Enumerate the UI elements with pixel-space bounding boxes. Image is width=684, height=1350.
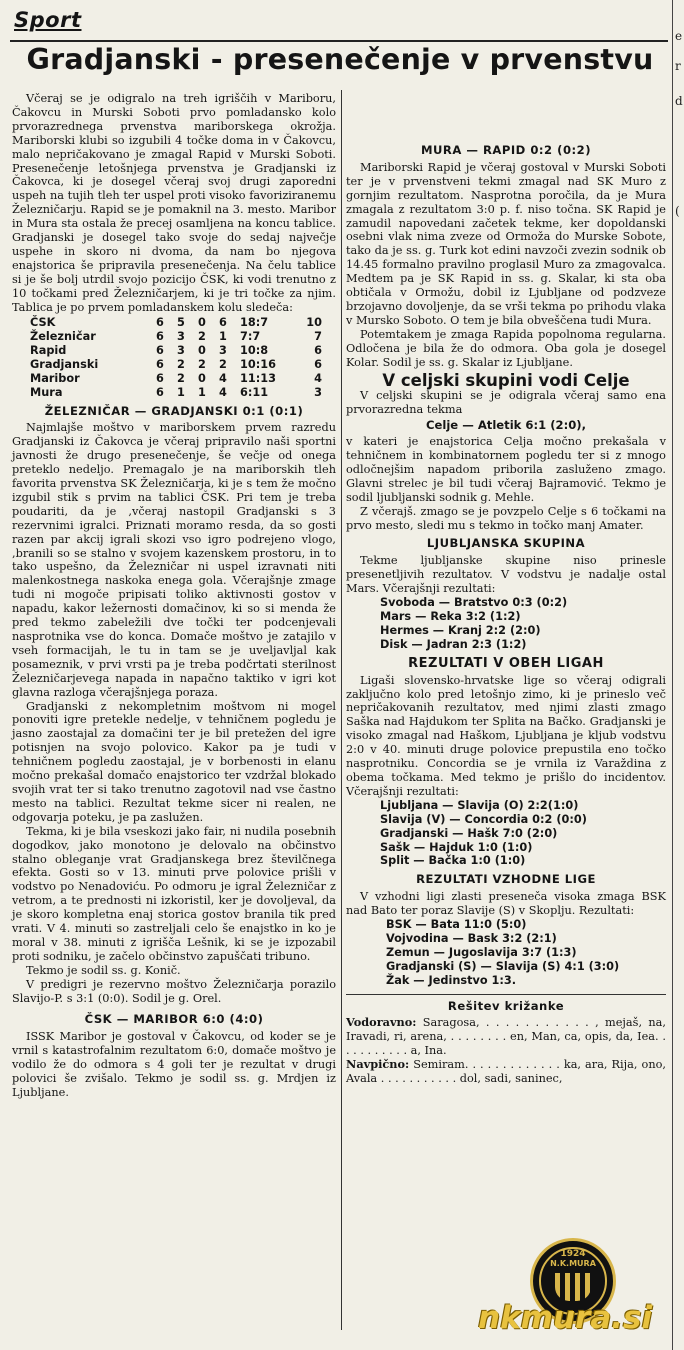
standings-drawn: 1 xyxy=(198,385,206,399)
crossword-text: Saragosa, . . . . . . . . . . . , mejaš, na, Iravadi, ri, arena, . . . . . . . . en, Man, ca, opis, da, Iea. . . . . . . . . . . a, Ina. xyxy=(346,1016,666,1058)
standings-won: 1 xyxy=(177,385,185,399)
edge-glyph: e xyxy=(675,29,683,43)
standings-points: 7 xyxy=(314,329,322,343)
vzhod-result: Vojvodina — Bask 3:2 (2:1) xyxy=(386,931,557,945)
liga-title: REZULTATI V OBEH LIGAH xyxy=(408,655,604,671)
standings-team: Železničar xyxy=(30,329,96,343)
left-column xyxy=(12,92,336,1100)
crossword-label: Vodoravno: xyxy=(346,1015,417,1030)
standings-drawn: 0 xyxy=(198,343,206,357)
liga-result: Sašk — Hajduk 1:0 (1:0) xyxy=(380,840,533,854)
standings-played: 6 xyxy=(156,343,164,357)
lj-result: Disk — Jadran 2:3 (1:2) xyxy=(380,637,527,651)
standings-points: 6 xyxy=(314,343,322,357)
standings-drawn: 0 xyxy=(198,371,206,385)
vzhod-result: Žak — Jedinstvo 1:3. xyxy=(386,973,517,987)
liga-result: Ljubljana — Slavija (O) 2:2(1:0) xyxy=(380,798,579,812)
match1-referee: Tekmo je sodil ss. g. Konič. xyxy=(26,963,181,977)
celje-intro: V celjski skupini se je odigrala včeraj samo ena prvorazredna tekma xyxy=(346,389,666,417)
celje-paragraph: v kateri je enajstorica Celja močno prekašala v tehničnem in kombinatornem pogledu ter si z mnogo odločnejšim napadom priborila zasluženo zmago. Glavni strelec je bil tudi včeraj Bajramović. Tekmo je sodil ljubljanski sodnik g. Mehle. xyxy=(346,435,666,504)
standings-row xyxy=(30,344,322,358)
standings-lost: 1 xyxy=(219,329,227,343)
standings-won: 3 xyxy=(177,329,185,343)
standings-row xyxy=(30,372,322,386)
standings-row xyxy=(30,316,322,330)
standings-row xyxy=(30,386,322,400)
standings-won: 5 xyxy=(177,315,185,329)
crossword-text: Semiram. . . . . . . . . . . . . ka, ara, Rija, ono, Avala . . . . . . . . . . . dol, sadi, saninec, xyxy=(346,1058,666,1086)
standings-goals: 11:13 xyxy=(240,371,276,385)
standings-points: 3 xyxy=(314,385,322,399)
logo-year: 1924 xyxy=(560,1249,586,1259)
lj-result: Svoboda — Bratstvo 0:3 (0:2) xyxy=(380,596,568,610)
vzhod-result: Zemun — Jugoslavija 3:7 (1:3) xyxy=(386,945,577,959)
match1-paragraph: Najmlajše moštvo v mariborskem prvem razredu Gradjanski iz Čakovca je včeraj pripravilo naši sportni javnosti že drugo presenečenje, še večje od onega preteklo nedeljo. Premagalo je na mariborskih tleh favorita prvenstva SK Železničarja, ki je s tem že močno izgubil stik s prvim na tablici ČSK. Pri tem je treba poudariti, da je ,včeraj nastopil Gradjanski s 3 rezervnimi igralci. Priznati moramo resda, da so gosti razen par akcij igrali skozi vso igro podrejeno vlogo, ,branili so se stalno v svojem kazenskem prostoru, in to tako uspešno, da Železničar ni uspel izravnati niti malenkostnega naskoka enega gola. Včerajšnje zmage tudi ni mogoče pripisati toliko aktivnosti gostov v napadu, kakor ležernosti domačinov, ki so si menda že pred tekmo zabeležili dve točki ter podcenjevali nasprotnika vse do konca. Domače moštvo je zatajilo v vseh formacijah, le tu in tam se je uveljavljal kak posameznik, v prvi vrsti pa je treba podčrtati sterilnost Železničarjevega napada in napačno taktiko v igri kot glavna razloga včerajšnjega poraza. xyxy=(12,421,336,699)
liga-result: Gradjanski — Hašk 7:0 (2:0) xyxy=(380,826,558,840)
standings-played: 6 xyxy=(156,357,164,371)
logo-stripes xyxy=(555,1273,591,1301)
standings-points: 10 xyxy=(306,315,322,329)
standings-played: 6 xyxy=(156,329,164,343)
crossword-line xyxy=(346,1058,666,1086)
standings-team: Rapid xyxy=(30,343,67,357)
lj-paragraph: Tekme ljubljanske skupine niso prinesle presenetljivih rezultatov. V vodstvu je nadalje ostal Mars. Včerajšnji rezultati: xyxy=(346,554,666,596)
standings-lost: 2 xyxy=(219,357,227,371)
liga-paragraph: Ligaši slovensko-hrvatske lige so včeraj odigrali zaključno kolo pred letošnjo zimo, ki je prineslo več nepričakovanih rezultatov, med njimi zlasti zmago Saška nad Hajdukom ter Splita na Bačko. Gradjanski je visoko zmagal nad Haškom, Ljubljana je kljub vodstvu 2:0 v 40. minuti druge polovice prepustila eno točko nasprotniku. Concordia se je vrnila iz Varaždina z obema točkama. Med tekmo je prišlo do incidentov. Včerajšnji rezultati: xyxy=(346,673,666,798)
standings-lost: 6 xyxy=(219,315,227,329)
standings-played: 6 xyxy=(156,371,164,385)
standings-goals: 6:11 xyxy=(240,385,269,399)
match1-prematch: V predigri je rezervno moštvo Železničarja porazilo Slavijo-P. s 3:1 (0:0). Sodil je g. Orel. xyxy=(12,977,336,1005)
intro-paragraph: Včeraj se je odigralo na treh igriščih v Mariboru, Čakovcu in Murski Soboti prvo pomladansko kolo prvorazrednega prvenstva mariborskega okrožja. Mariborski klubi so izgubili 4 točke doma in v Čakovcu, malo nepričakovano je zmagal Rapid v Murski Soboti. Presenečenje letošnjega prvenstva je Gradjanski iz Čakovca, ki je dosegel včeraj svoj drugi zaporedni uspeh na tujih tleh ter uspel proti visoko favoriziranemu Železničarju. Rapid se je pomaknil na 3. mesto. Maribor in Mura sta ostala že precej osamljena na koncu tablice. Gradjanski je dosegel tako svoje do sedaj največje uspehe in skoro ni dvoma, da nam bo njegova enajstorica še pripravila presenečenja. Na čelu tablice si je še bolj utrdil svojo pozicijo ČSK, ki vodi trenutno z 10 točkami pred Železničarjem, ki je tri točke za njim. Tablica je po prvem pomladanskem kolu sledeča: xyxy=(12,92,336,314)
standings-lost: 4 xyxy=(219,385,227,399)
standings-points: 4 xyxy=(314,371,322,385)
lj-title: LJUBLJANSKA SKUPINA xyxy=(426,536,586,551)
match2-paragraph: ISSK Maribor je gostoval v Čakovcu, od koder se je vrnil s katastrofalnim rezultatom 6:0, domače moštvo je vodilo že do odmora s 4 goli ter je rezultat v drugi polovici še zvišalo. Tekmo je sodil ss. g. Mrdjen iz Ljubljane. xyxy=(12,1030,336,1099)
edge-glyph: d xyxy=(675,94,683,108)
vzhod-title: REZULTATI VZHODNE LIGE xyxy=(416,872,596,887)
match1-paragraph: Tekma, ki je bila vseskozi jako fair, ni nudila posebnih dogodkov, jako monotono je delovalo na občinstvo stalno obleganje vrat Gradjanskega brez številčnega efekta. Gosti so v 13. minuti prve polovice prišli v vodstvo po Nenadoviću. Po odmoru je igral Železničar z vetrom, a te prednosti ni izkoristil, ker je dovoljeval, da je skoro kompletna enaj storica gostov branila tik pred vrati. V 4. minuti so zastreljali celo še enajstko in ko je moral v 38. minuti z igrišča Lešnik, ki se je izpozabil proti sodniku, je začelo občinstvo zapuščati tribuno. xyxy=(12,824,336,963)
standings-team: Gradjanski xyxy=(30,357,99,371)
match3-paragraph: Potemtakem je zmaga Rapida popolnoma regularna. Odločena je bila že do odmora. Oba gola je dosegel Kolar. Sodil je ss. g. Skalar iz Ljubljane. xyxy=(346,327,666,369)
standings-row xyxy=(30,358,322,372)
match2-title: ČSK — MARIBOR 6:0 (4:0) xyxy=(84,1012,264,1027)
vzhod-result: BSK — Bata 11:0 (5:0) xyxy=(386,918,527,932)
standings-lost: 4 xyxy=(219,371,227,385)
standings-points: 6 xyxy=(314,357,322,371)
lj-result: Hermes — Kranj 2:2 (2:0) xyxy=(380,623,541,637)
standings-goals: 18:7 xyxy=(240,315,269,329)
top-rule xyxy=(10,40,668,42)
standings-drawn: 0 xyxy=(198,315,206,329)
crossword-title: Rešitev križanke xyxy=(447,998,565,1013)
standings-goals: 10:16 xyxy=(240,357,276,371)
crossword-line xyxy=(346,1016,666,1058)
edge-glyph: r xyxy=(675,59,681,73)
celje-match: Celje — Atletik 6:1 (2:0), xyxy=(425,418,587,433)
crossword-solution xyxy=(346,994,666,1086)
standings-goals: 7:7 xyxy=(240,329,261,343)
standings-goals: 10:8 xyxy=(240,343,269,357)
match3-paragraph: Mariborski Rapid je včeraj gostoval v Murski Soboti ter je v prvenstveni tekmi zmagal nad SK Muro z gornjim rezultatom. Nasprotna poročila, da je Mura zmagala z rezultatom 3:0 p. f. niso točna. SK Rapid je zamudil napovedani začetek tekme, ker dopoldanski osebni vlak nima zveze od Ormoža do Murske Sobote, tako da je ss. g. Turk kot edini navzoči zvezin sodnik ob 14.45 formalno pravilno proglasil Muro za zmagovalca. Medtem pa je SK Rapid in ss. g. Skalar, ki sta oba obtičala v Ormožu, dobil iz Ljubljane od podzveze brzojavno dovoljenje, da se vrši tekma po prihodu vlaka v Mursko Soboto. O tem je bila obveščena tudi Mura. xyxy=(346,160,666,327)
liga-result: Slavija (V) — Concordia 0:2 (0:0) xyxy=(380,812,587,826)
celje-title: V celjski skupini vodi Celje xyxy=(382,370,630,390)
standings-table xyxy=(30,316,322,400)
section-label: Sport xyxy=(14,8,82,32)
standings-drawn: 2 xyxy=(198,357,206,371)
standings-drawn: 2 xyxy=(198,329,206,343)
standings-won: 2 xyxy=(177,371,185,385)
standings-team: Mura xyxy=(30,385,63,399)
logo-name: N.K.MURA xyxy=(550,1259,596,1268)
celje-paragraph: Z včerajš. zmago se je povzpelo Celje s 6 točkami na prvo mesto, sledi mu s tekmo in točko manj Amater. xyxy=(346,504,666,532)
standings-row xyxy=(30,330,322,344)
liga-result: Split — Bačka 1:0 (1:0) xyxy=(380,854,526,868)
match3-title: MURA — RAPID 0:2 (0:2) xyxy=(420,143,592,157)
crossword-label: Navpično: xyxy=(346,1057,410,1072)
match1-paragraph: Gradjanski z nekompletnim moštvom ni mogel ponoviti igre pretekle nedelje, v tehničnem pogledu je jasno zaostajal za domačini ter je bil pretežen del igre potisnjen na svojo polovico. Kakor pa je tudi v tehničnem pogledu zaostajal, je v borbenosti in elanu močno prekašal domačo enajstorico ter vzdržal blokado svojih vrat ter si tako trenutno zagotovil nad vse častno mesto na tablici. Rezultat tekme sicer ni realen, ne odgovarja poteku, je pa zaslužen. xyxy=(12,699,336,824)
lj-result: Mars — Reka 3:2 (1:2) xyxy=(380,610,521,623)
column-divider xyxy=(341,90,342,1330)
vzhod-paragraph: V vzhodni ligi zlasti presenečа visoka zmaga BSK nad Bato ter poraz Slavije (S) v Skoplju. Rezultati: xyxy=(346,890,666,918)
watermark: nkmura.si xyxy=(478,1300,653,1336)
standings-won: 3 xyxy=(177,343,185,357)
standings-played: 6 xyxy=(156,385,164,399)
match1-title: ŽELEZNIČAR — GRADJANSKI 0:1 (0:1) xyxy=(44,403,304,418)
headline: Gradjanski - presenečenje v prvenstvu xyxy=(26,43,654,76)
right-column xyxy=(346,92,666,1086)
standings-team: ČSK xyxy=(30,315,56,329)
page-edge-rule xyxy=(672,0,673,1350)
standings-team: Maribor xyxy=(30,371,80,385)
standings-won: 2 xyxy=(177,357,185,371)
standings-lost: 3 xyxy=(219,343,227,357)
edge-glyph: ( xyxy=(675,204,680,218)
vzhod-result: Gradjanski (S) — Slavija (S) 4:1 (3:0) xyxy=(386,959,620,973)
standings-played: 6 xyxy=(156,315,164,329)
